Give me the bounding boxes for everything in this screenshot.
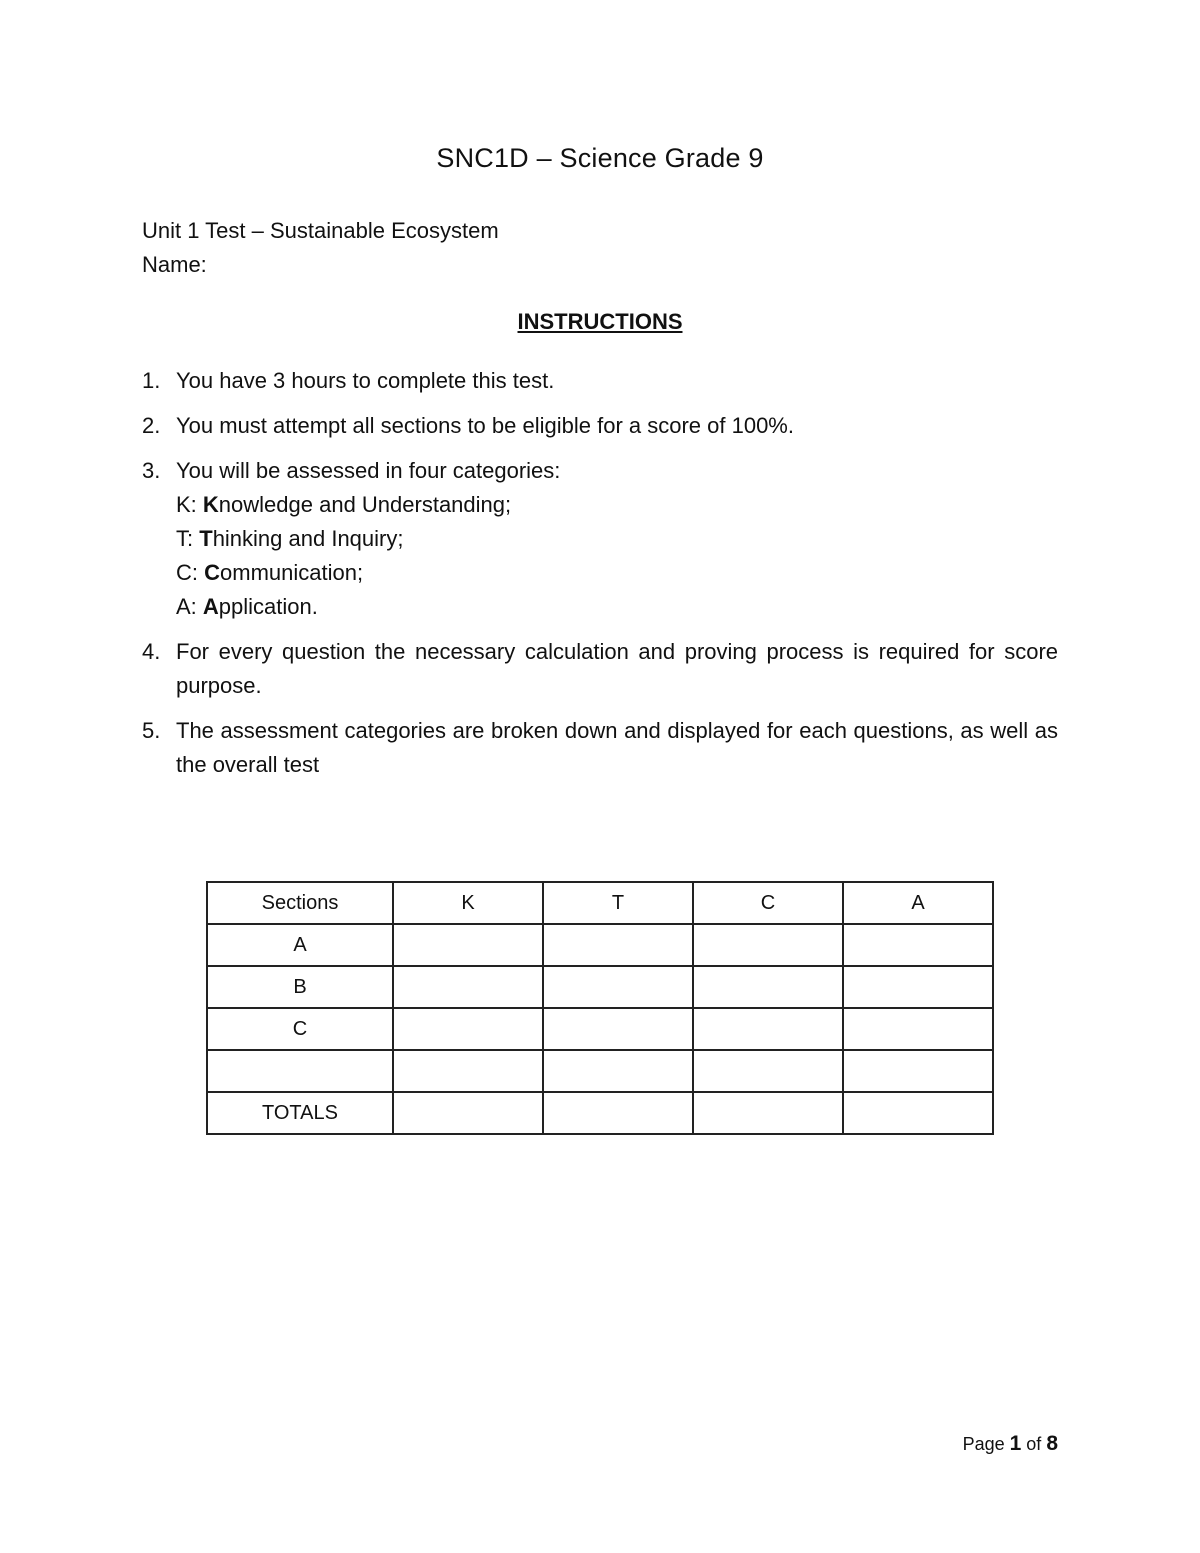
category-thinking <box>176 522 1058 556</box>
table-cell <box>693 1008 843 1050</box>
table-cell <box>393 1050 543 1092</box>
list-item-text: You have 3 hours to complete this test. <box>176 368 555 393</box>
list-item <box>142 409 1058 443</box>
of-word: of <box>1021 1434 1047 1454</box>
list-item-number: 2. <box>142 413 161 438</box>
list-item <box>142 635 1058 703</box>
table-row <box>207 966 993 1008</box>
table-cell <box>393 1008 543 1050</box>
category-rest: ommunication; <box>220 560 364 585</box>
table-cell <box>693 924 843 966</box>
unit-subtitle: Unit 1 Test – Sustainable Ecosystem <box>142 218 499 243</box>
table-cell <box>693 1050 843 1092</box>
name-label: Name: <box>142 252 207 277</box>
list-item <box>142 364 1058 398</box>
table-cell <box>543 966 693 1008</box>
instructions-heading: INSTRUCTIONS <box>517 309 683 334</box>
category-rest: pplication. <box>218 594 318 619</box>
table-row <box>207 1008 993 1050</box>
category-code: K: <box>176 492 203 517</box>
category-code: T: <box>176 526 200 551</box>
category-initial: K <box>202 492 219 517</box>
table-cell <box>543 924 693 966</box>
table-header-cell: K <box>393 882 543 924</box>
category-rest: hinking and Inquiry; <box>212 526 404 551</box>
table-cell <box>843 1050 993 1092</box>
category-application <box>176 590 1058 624</box>
page-word: Page <box>962 1434 1010 1454</box>
list-item <box>142 714 1058 782</box>
table-cell <box>543 1008 693 1050</box>
instructions-list <box>142 364 1058 793</box>
table-cell: TOTALS <box>207 1092 393 1134</box>
table-header-cell: C <box>693 882 843 924</box>
table-cell <box>843 924 993 966</box>
list-item-text: You must attempt all sections to be eligible for a score of 100%. <box>176 413 794 438</box>
list-item-number: 4. <box>142 639 161 664</box>
table-cell <box>693 966 843 1008</box>
category-initial: C <box>204 560 221 585</box>
category-communication <box>176 556 1058 590</box>
table-cell: C <box>207 1008 393 1050</box>
table-cell <box>393 966 543 1008</box>
page-total: 8 <box>1046 1432 1058 1455</box>
table-header-cell: Sections <box>207 882 393 924</box>
list-item-text: You will be assessed in four categories: <box>176 458 561 483</box>
category-code: C: <box>176 560 205 585</box>
table-cell <box>393 1092 543 1134</box>
table-cell <box>543 1092 693 1134</box>
list-item-text: The assessment categories are broken down and displayed for each questions, as well as the overall test <box>176 718 1058 777</box>
list-item-text: For every question the necessary calculation and proving process is required for score purpose. <box>176 639 1058 698</box>
table-header-cell: A <box>843 882 993 924</box>
table-header-row <box>207 882 993 924</box>
list-item-number: 5. <box>142 718 161 743</box>
table-header-cell: T <box>543 882 693 924</box>
table-cell <box>843 966 993 1008</box>
table-cell <box>543 1050 693 1092</box>
table-cell: A <box>207 924 393 966</box>
category-code: A: <box>176 594 203 619</box>
table-row <box>207 924 993 966</box>
list-item-number: 1. <box>142 368 161 393</box>
table-row <box>207 1050 993 1092</box>
table-row-totals <box>207 1092 993 1134</box>
category-initial: A <box>202 594 219 619</box>
table-cell <box>843 1008 993 1050</box>
category-rest: nowledge and Understanding; <box>218 492 512 517</box>
table-cell: B <box>207 966 393 1008</box>
category-knowledge <box>176 488 1058 522</box>
table-cell <box>207 1050 393 1092</box>
score-table <box>206 881 994 1135</box>
list-item-number: 3. <box>142 458 161 483</box>
page-number-footer <box>963 1432 1058 1456</box>
table-cell <box>393 924 543 966</box>
category-initial: T <box>199 526 213 551</box>
page-title: SNC1D – Science Grade 9 <box>436 143 764 173</box>
list-item <box>142 454 1058 624</box>
table-cell <box>843 1092 993 1134</box>
page-current: 1 <box>1009 1432 1022 1455</box>
table-cell <box>693 1092 843 1134</box>
